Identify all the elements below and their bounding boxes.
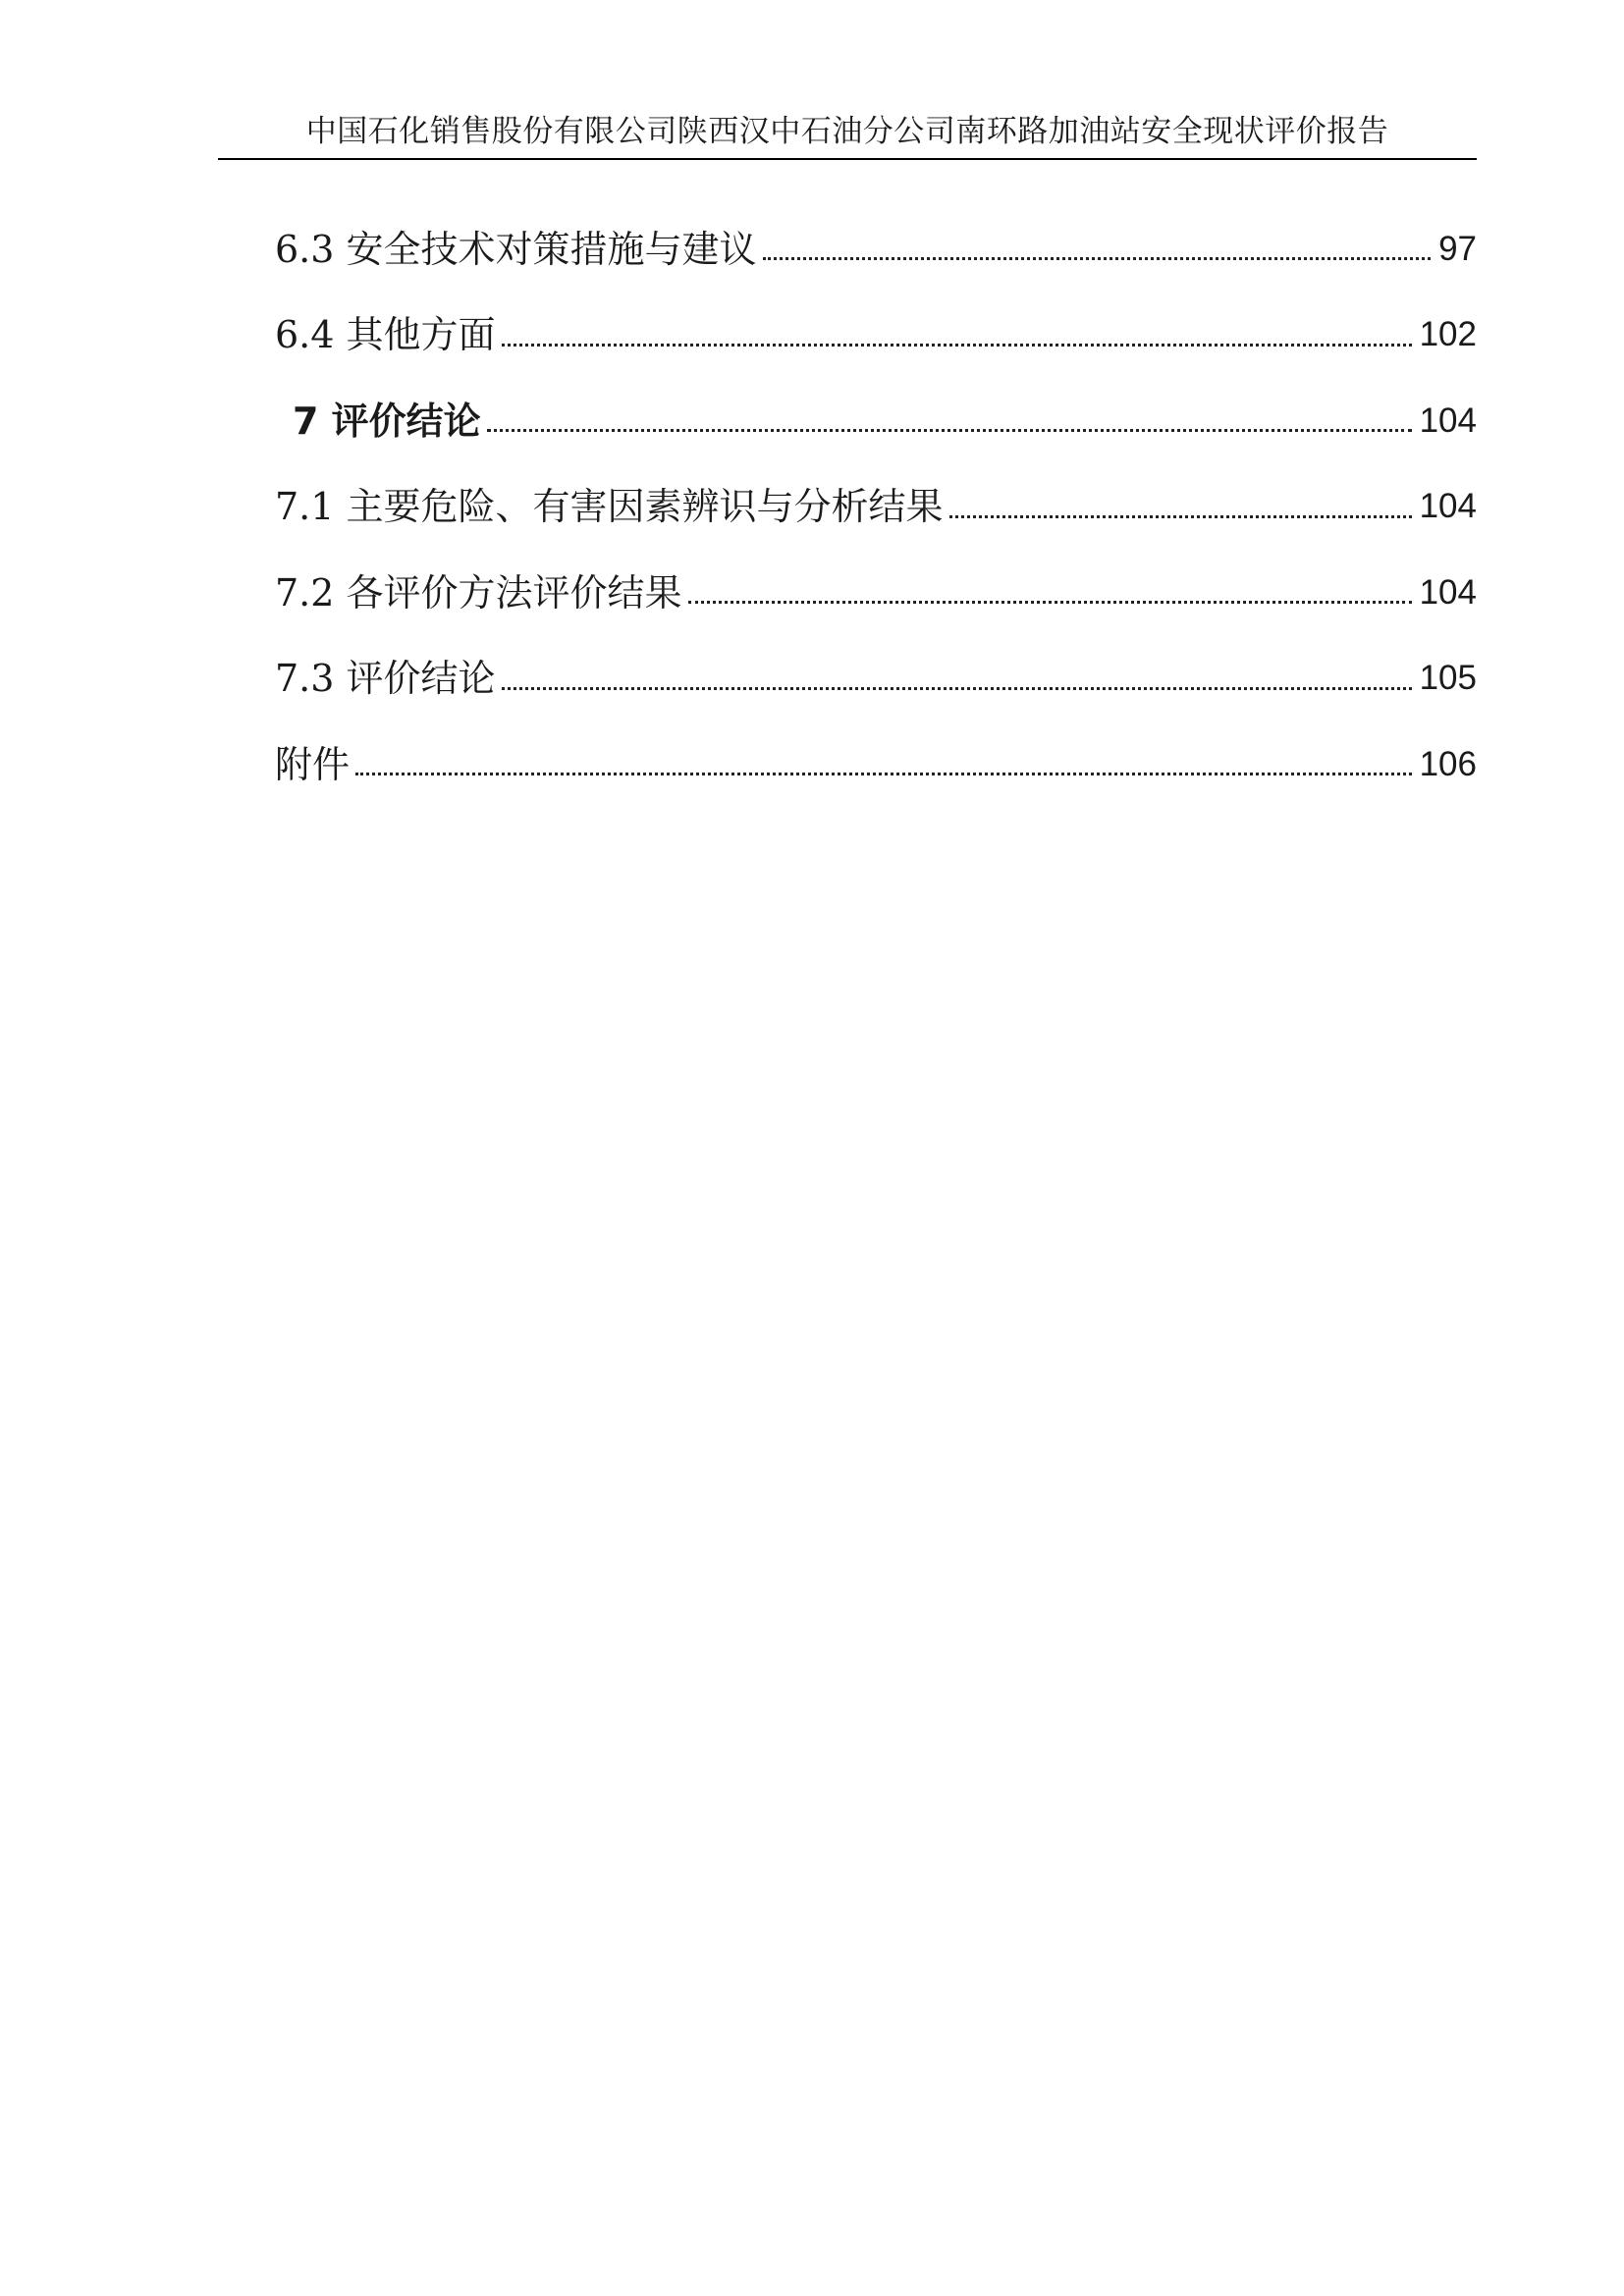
dot-leader — [487, 429, 1412, 432]
toc-entry-7-3[interactable] — [275, 636, 1477, 722]
dot-leader — [949, 515, 1412, 518]
toc-page-number: 104 — [1419, 400, 1477, 440]
toc-entry-label: 7 评价结论 — [293, 399, 481, 443]
header-divider — [218, 158, 1477, 160]
dot-leader — [502, 687, 1412, 690]
toc-entry-label: 6.4 其他方面 — [275, 313, 496, 357]
toc-entry-label: 7.3 评价结论 — [275, 657, 496, 701]
toc-entry-7[interactable] — [275, 378, 1477, 464]
toc-page-number: 105 — [1419, 659, 1477, 698]
toc-entry-6-3[interactable] — [275, 206, 1477, 293]
dot-leader — [355, 773, 1412, 775]
toc-page-number: 106 — [1419, 744, 1477, 783]
dot-leader — [688, 601, 1412, 604]
toc-page-number: 102 — [1419, 315, 1477, 354]
dot-leader — [502, 344, 1412, 347]
toc-page-number: 104 — [1419, 572, 1477, 612]
toc-entry-7-2[interactable] — [275, 550, 1477, 636]
toc-entry-label: 7.2 各评价方法评价结果 — [275, 570, 682, 614]
toc-page-number: 97 — [1438, 229, 1477, 268]
toc-entry-6-4[interactable] — [275, 293, 1477, 379]
toc-entry-7-1[interactable] — [275, 464, 1477, 551]
toc-page-number: 104 — [1419, 487, 1477, 526]
toc-entry-attachments[interactable] — [275, 721, 1477, 808]
toc-entry-label: 附件 — [275, 742, 351, 786]
page-header-title: 中国石化销售股份有限公司陕西汉中石油分公司南环路加油站安全现状评价报告 — [305, 114, 1389, 149]
toc-entry-label: 6.3 安全技术对策措施与建议 — [275, 227, 757, 271]
table-of-contents — [275, 206, 1477, 808]
toc-entry-label: 7.1 主要危险、有害因素辨识与分析结果 — [275, 485, 944, 529]
dot-leader — [763, 257, 1432, 260]
